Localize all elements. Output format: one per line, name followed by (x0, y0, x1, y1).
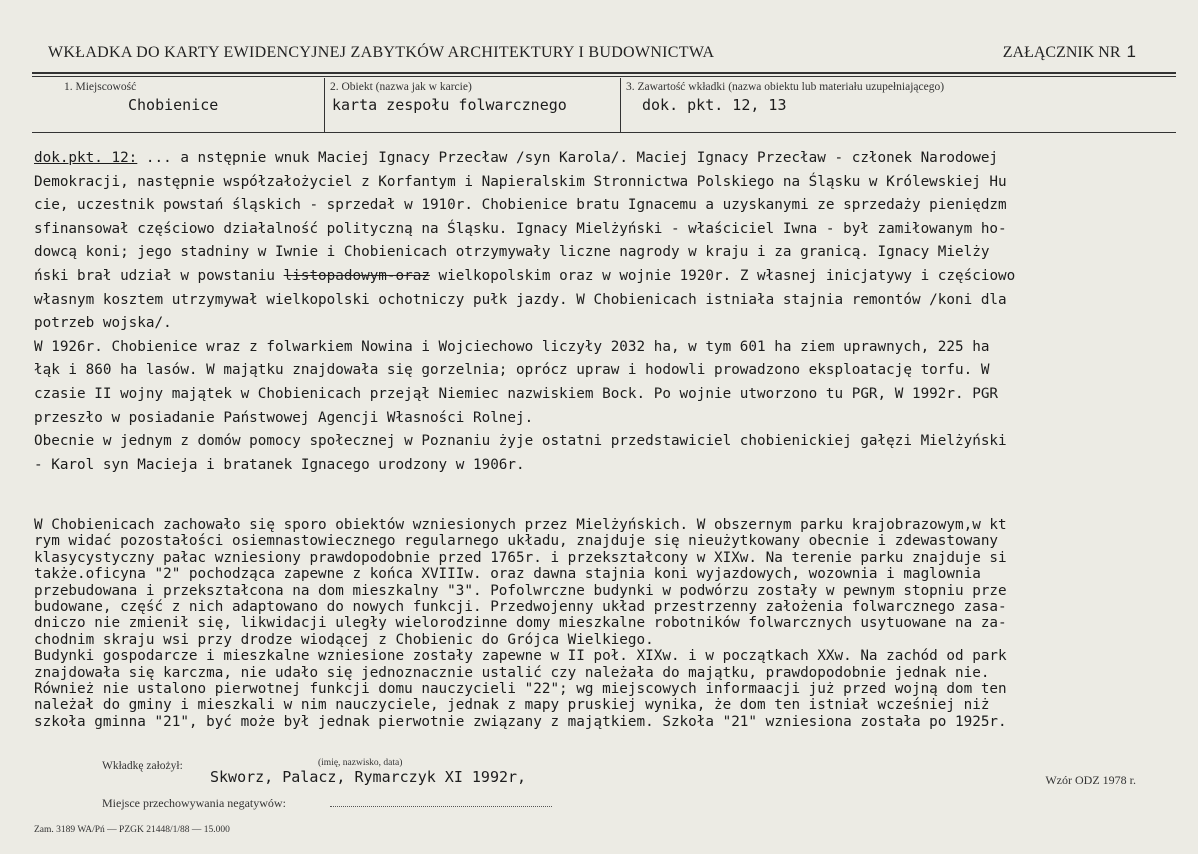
content-field (620, 78, 1176, 132)
object-label: 2. Obiekt (nazwa jak w karcie) (330, 81, 472, 93)
text-line: dowcą koni; jego stadniny w Iwnie i Chobienicach otrzymywały liczne nagrody w kraju i za granicą. Ignacy Mielży (34, 244, 990, 261)
text-line (34, 265, 1198, 289)
object-value: karta zespołu folwarcznego (332, 96, 567, 114)
prepared-by-label: Wkładkę założył: (102, 760, 183, 772)
name-hint: (imię, nazwisko, data) (318, 758, 403, 768)
text-line: chodnim skraju wsi przy drodze wiodącej z Chobienic do Grójca Wielkiego. (34, 631, 654, 648)
content-label: 3. Zawartość wkładki (nazwa obiektu lub materiału uzupełniającego) (626, 81, 945, 93)
struck-text: listopadowym-oraz (283, 267, 430, 284)
text-line: także.oficyna "2" pochodząca zapewne z końca XVIIIw. oraz dawna stajnia koni wyjazdowych, wozownia i maglownia (34, 566, 981, 583)
text-line: potrzeb wojska/. (34, 315, 172, 332)
text-line: rym widać pozostałości osiemnastowiecznego regularnego układu, znajduje się nieużytkowany obecnie i zdewastowany (34, 533, 999, 550)
text-line (34, 147, 1198, 171)
text-line: szkoła gminna "21", być może był jednak pierwotnie związany z majątkiem. Szkoła "21" wzniesiona została po 1925r. (34, 713, 1007, 730)
attachment-label: ZAŁĄCZNIK NR (1002, 44, 1121, 61)
history-paragraph (34, 147, 1198, 477)
text-line: należał do gminy i mieszkali w nim nauczyciele, jednak z mapy pruskiej wynika, że dom ten istniał wcześniej niż (34, 697, 990, 714)
text-line: przeszło w posiadanie Państwowej Agencji Własności Rolnej. (34, 409, 534, 426)
text-line: cie, uczestnik powstań śląskich - sprzedał w 1910r. Chobienice bratu Ignacemu a uzyskanymi ze sprzedaży pieniędzm (34, 197, 1007, 214)
text-line: znajdowała się karczma, nie udało się jednoznacznie ustalić czy należała do majątku, prawdopodobnie jednak nie. (34, 664, 990, 681)
text-line: własnym kosztem utrzymywał wielkopolski ochotniczy pułk jazdy. W Chobienicach istniała stajnia remontów /koni dla (34, 291, 1007, 308)
text-line: budowane, część z nich adaptowano do nowych funkcji. Przedwojenny układ przestrzenny założenia folwarcznego zasa- (34, 599, 1007, 616)
form-model: Wzór ODZ 1978 r. (1045, 773, 1136, 787)
attachment-number-value: 1 (1126, 42, 1136, 61)
header-rule-thin (32, 76, 1176, 77)
text-line: dniczo nie zmienił się, likwidacji uległy wielorodzinne domy mieszkalne robotników folwarcznych usytuowane na za- (34, 615, 1007, 632)
form-title: WKŁADKA DO KARTY EWIDENCYJNEJ ZABYTKÓW ARCHITEKTURY I BUDOWNICTWA (48, 44, 715, 61)
attachment-number (1003, 42, 1136, 62)
text-line: Budynki gospodarcze i mieszkalne wzniesione zostały zapewne w II poł. XIXw. i w początkach XXw. Na zachód od park (34, 648, 1007, 665)
locality-label: 1. Miejscowość (64, 81, 137, 93)
text-line: Obecnie w jednym z domów pomocy społecznej w Poznaniu żyje ostatni przedstawiciel chobienickiej gałęzi Mielżyński (34, 433, 1007, 450)
text-line: klasycystyczny pałac wzniesiony prawdopodobnie przed 1765r. i przekształcony w XIXw. Na terenie parku znajduje si (34, 549, 1007, 566)
text-line: - Karol syn Macieja i bratanek Ignacego urodzony w 1906r. (34, 456, 525, 473)
text-line-content: ... a nstępnie wnuk Maciej Ignacy Przecław /syn Karola/. Maciej Ignacy Przecław - członek Narodowej (137, 150, 999, 166)
header-rule (32, 72, 1176, 74)
text-line: sfinansował częściowo działalność polityczną na Śląsku. Ignacy Mielżyński - właściciel Iwna - był zamiłowanym ho- (34, 220, 1007, 237)
text-line: czasie II wojny majątek w Chobienicach przejął Niemiec nazwiskiem Bock. Po wojnie utworzono tu PGR, W 1992r. PGR (34, 385, 999, 402)
content-value: dok. pkt. 12, 13 (642, 96, 787, 114)
text-line: Również nie ustalono pierwotnej funkcji domu nauczycieli "22"; wg miejscowych informaacji już przed wojną dom ten (34, 681, 1007, 698)
authors: Skworz, Palacz, Rymarczyk XI 1992r, (210, 768, 527, 786)
negatives-location-label: Miejsce przechowywania negatywów: (102, 796, 286, 810)
object-field (324, 78, 621, 132)
text-line-content: ński brał udział w powstaniu (34, 267, 276, 284)
fields-rule (32, 132, 1176, 133)
buildings-paragraph (34, 517, 1198, 730)
text-line: Demokracji, następnie współzałożyciel z Korfantym i Napieralskim Stronnictwa Polskiego na Śląsku w Królewskiej Hu (34, 173, 1007, 190)
text-line: W Chobienicach zachowało się sporo obiektów wzniesionych przez Mielżyńskich. W obszernym parku krajobrazowym,w kt (34, 517, 1007, 533)
locality-field (32, 78, 325, 132)
locality-value: Chobienice (128, 96, 219, 114)
print-order-info: Zam. 3189 WA/Pń — PZGK 21448/1/88 — 15.000 (34, 825, 230, 835)
section-reference: dok.pkt. 12: (34, 150, 138, 166)
text-line-content: wielkopolskim oraz w wojnie 1920r. Z własnej inicjatywy i częściowo (429, 267, 1016, 284)
text-line: W 1926r. Chobienice wraz z folwarkiem Nowina i Wojciechowo liczyły 2032 ha, w tym 601 ha ziem uprawnych, 225 ha (34, 338, 990, 355)
text-line: łąk i 860 ha lasów. W majątku znajdowała się gorzelnia; oprócz upraw i hodowli prowadzono eksploatację torfu. W (34, 362, 990, 379)
negatives-location-field (330, 806, 552, 807)
text-line: przebudowana i przekształcona na dom mieszkalny "3". Pofolwrczne budynki w podwórzu zostały w pewnym stopniu prze (34, 582, 1007, 599)
